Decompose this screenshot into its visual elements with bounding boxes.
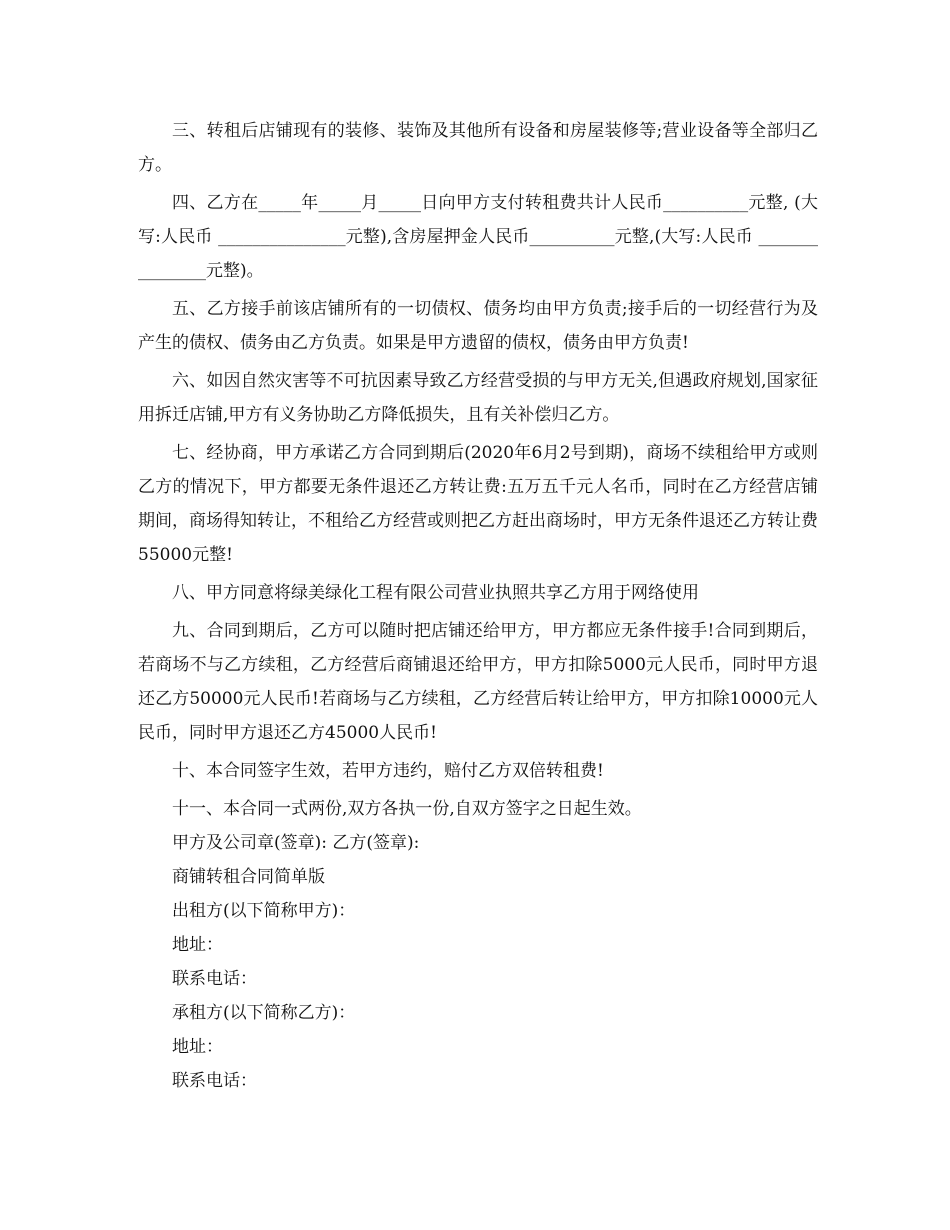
lessor-address-label: 地址： — [172, 935, 223, 955]
lessor-label: 出租方(以下简称甲方)： — [172, 901, 356, 921]
clause-11: 十一、本合同一式两份,双方各执一份,自双方签字之日起生效。 — [172, 799, 642, 819]
lessee-address-label: 地址： — [172, 1037, 223, 1057]
document-page — [138, 114, 818, 1098]
clause-10: 十、本合同签字生效，若甲方违约，赔付乙方双倍转租费! — [172, 761, 604, 781]
contract-title: 商铺转租合同简单版 — [172, 867, 325, 887]
clause-6: 六、如因自然灾害等不可抗因素导致乙方经营受损的与甲方无关,但遇政府规划,国家征用拆迁店铺,甲方有义务协助乙方降低损失，且有关补偿归乙方。 — [138, 371, 818, 425]
clause-3: 三、转租后店铺现有的装修、装饰及其他所有设备和房屋装修等;营业设备等全部归乙方。 — [138, 121, 818, 175]
lessee-phone-label: 联系电话： — [172, 1071, 257, 1091]
clause-5: 五、乙方接手前该店铺所有的一切债权、债务均由甲方负责;接手后的一切经营行为及产生的债权、债务由乙方负责。如果是甲方遗留的债权，债务由甲方负责! — [138, 299, 818, 353]
clause-7: 七、经协商，甲方承诺乙方合同到期后(2020年6月2号到期)，商场不续租给甲方或则乙方的情况下，甲方都要无条件退还乙方转让费:五万五千元人名币，同时在乙方经营店铺期间，商场得知转让，不租给乙方经营或则把乙方赶出商场时，甲方无条件退还乙方转让费55000元整! — [138, 443, 818, 565]
lessee-label: 承租方(以下简称乙方)： — [172, 1003, 356, 1023]
clause-4: 四、乙方在_____年_____月_____日向甲方支付转租费共计人民币__________元整, (大写:人民币 _______________元整),含房屋押金人民币__________元整,(大写:人民币 _______________元整)。 — [138, 193, 818, 281]
clause-9: 九、合同到期后，乙方可以随时把店铺还给甲方，甲方都应无条件接手!合同到期后，若商场不与乙方续租，乙方经营后商铺退还给甲方，甲方扣除5000元人民币，同时甲方退还乙方50000元人民币!若商场与乙方续租，乙方经营后转让给甲方，甲方扣除10000元人民币，同时甲方退还乙方45000人民币! — [138, 621, 818, 743]
lessor-phone-label: 联系电话： — [172, 969, 257, 989]
signature-line: 甲方及公司章(签章): 乙方(签章): — [172, 833, 420, 853]
clause-8: 八、甲方同意将绿美绿化工程有限公司营业执照共享乙方用于网络使用 — [172, 583, 699, 603]
